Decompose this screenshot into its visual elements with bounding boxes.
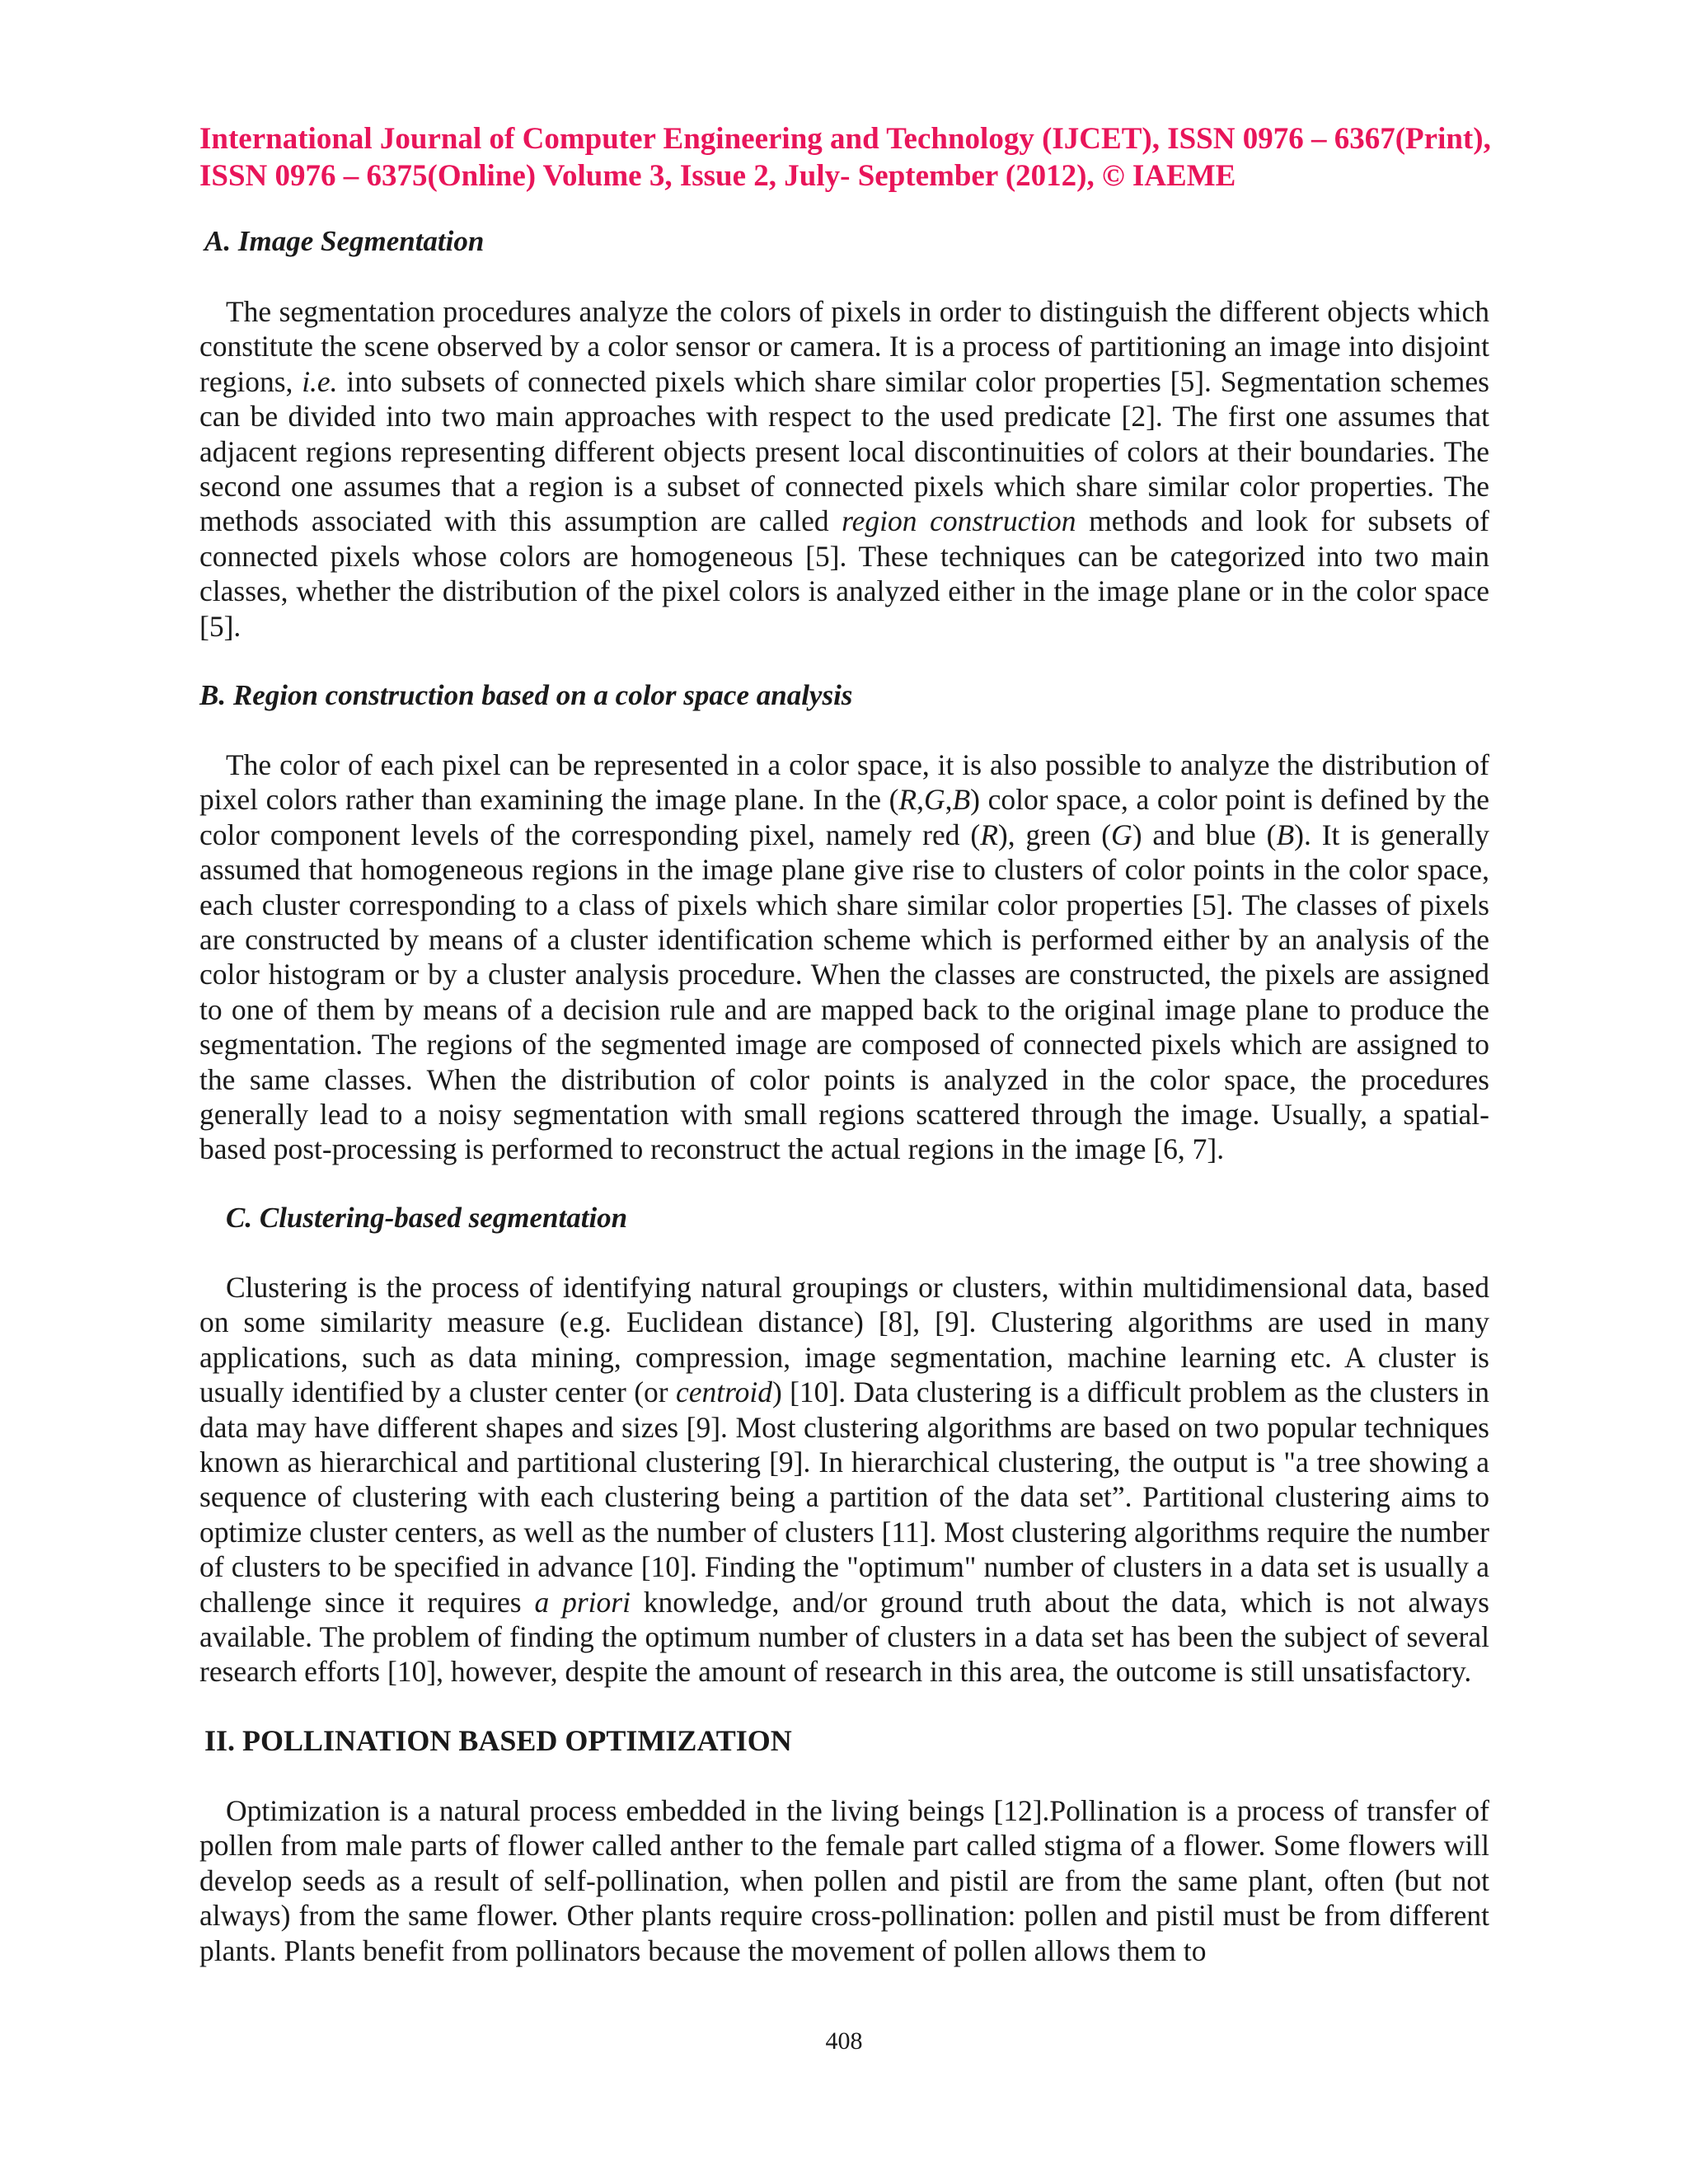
section-heading-clustering: C. Clustering-based segmentation [226, 1202, 628, 1234]
paragraph-clustering: Clustering is the process of identifying natural groupings or clusters, within multidimensional data, based on some similarity measure (e.g. Euclidean distance) [8], [9]. Clustering algorithms are used in many applications, such as data mining, compression, image segmentation, machine learning etc. A cluster is usually identified by a cluster center (or centroid) [10]. Data clustering is a difficult problem as the clusters in data may have different shapes and sizes [9]. Most clustering algorithms are based on two popular techniques known as hierarchical and partitional clustering [9]. In hierarchical clustering, the output is "a tree showing a sequence of clustering with each clustering being a partition of the data set”. Partitional clustering aims to optimize cluster centers, as well as the number of clusters [11]. Most clustering algorithms require the number of clusters to be specified in advance [10]. Finding the "optimum" number of clusters in a data set is usually a challenge since it requires a priori knowledge, and/or ground truth about the data, which is not always available. The problem of finding the optimum number of clusters in a data set has been the subject of several research efforts [10], however, despite the amount of research in this area, the outcome is still unsatisfactory. [199, 1271, 1489, 1689]
paragraph-image-segmentation: The segmentation procedures analyze the colors of pixels in order to distinguish the different objects which constitute the scene observed by a color sensor or camera. It is a process of partitioning an image into disjoint regions, i.e. into subsets of connected pixels which share similar color properties [5]. Segmentation schemes can be divided into two main approaches with respect to the used predicate [2]. The first one assumes that adjacent regions representing different objects present local discontinuities of colors at their boundaries. The second one assumes that a region is a subset of connected pixels which share similar color properties. The methods associated with this assumption are called region construction methods and look for subsets of connected pixels whose colors are homogeneous [5]. These techniques can be categorized into two main classes, whether the distribution of the pixel colors is analyzed either in the image plane or in the color space [5]. [199, 295, 1489, 643]
section-heading-region-construction: B. Region construction based on a color space analysis [199, 679, 853, 711]
section-heading-image-segmentation: A. Image Segmentation [204, 225, 485, 257]
page-number: 408 [825, 2027, 863, 2055]
paragraph-pollination: Optimization is a natural process embedded in the living beings [12].Pollination is a process of transfer of pollen from male parts of flower called anther to the female part called stigma of a flower. Some flowers will develop seeds as a result of self-pollination, when pollen and pistil are from the same plant, often (but not always) from the same flower. Other plants require cross-pollination: pollen and pistil must be from different plants. Plants benefit from pollinators because the movement of pollen allows them to [199, 1794, 1489, 1967]
journal-header-line-2: ISSN 0976 – 6375(Online) Volume 3, Issue 2, July- September (2012), © IAEME [199, 159, 1236, 193]
journal-header [199, 120, 1518, 194]
section-heading-pollination: II. POLLINATION BASED OPTIMIZATION [204, 1724, 792, 1757]
journal-header-line-1: International Journal of Computer Engineering and Technology (IJCET), ISSN 0976 – 6367(Print), [199, 122, 1491, 156]
paragraph-region-construction: The color of each pixel can be represented in a color space, it is also possible to analyze the distribution of pixel colors rather than examining the image plane. In the (R,G,B) color space, a color point is defined by the color component levels of the corresponding pixel, namely red (R), green (G) and blue (B). It is generally assumed that homogeneous regions in the image plane give rise to clusters of color points in the color space, each cluster corresponding to a class of pixels which share similar color properties [5]. The classes of pixels are constructed by means of a cluster identification scheme which is performed either by an analysis of the color histogram or by a cluster analysis procedure. When the classes are constructed, the pixels are assigned to one of them by means of a decision rule and are mapped back to the original image plane to produce the segmentation. The regions of the segmented image are composed of connected pixels which are assigned to the same classes. When the distribution of color points is analyzed in the color space, the procedures generally lead to a noisy segmentation with small regions scattered through the image. Usually, a spatial-based post-processing is performed to reconstruct the actual regions in the image [6, 7]. [199, 748, 1489, 1166]
